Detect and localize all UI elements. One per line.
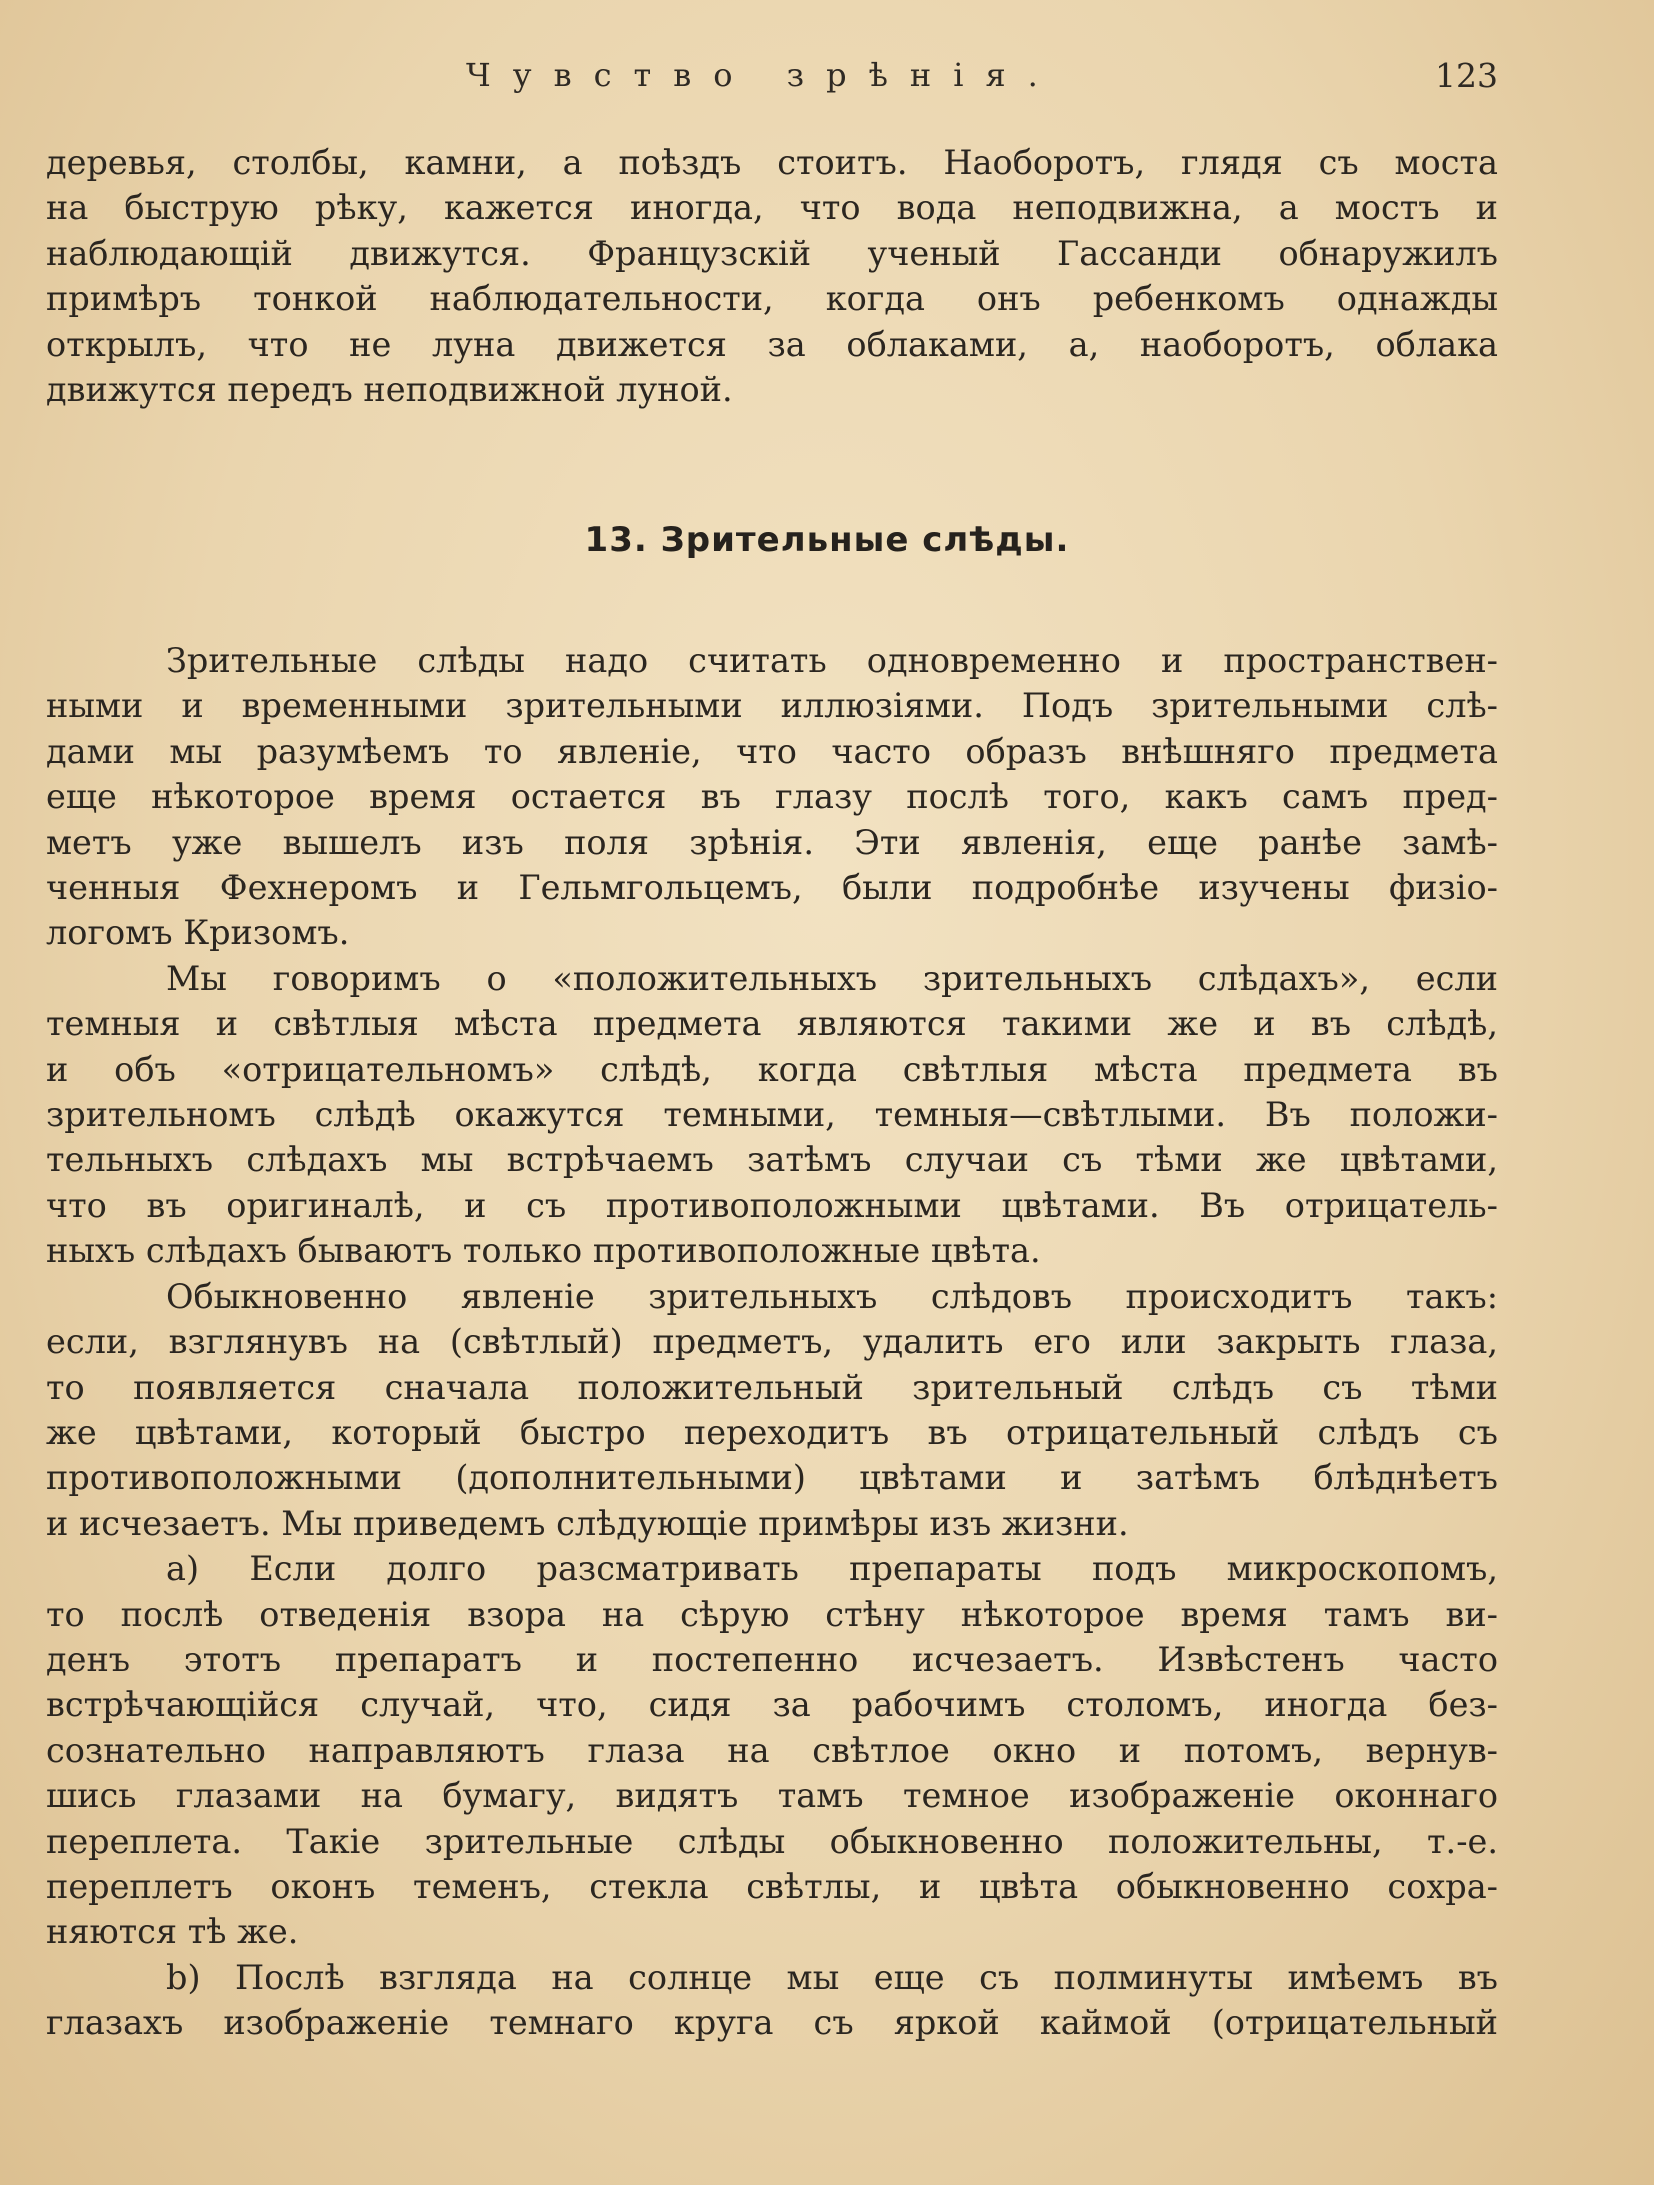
text-line: наблюдающій движутся. Французскій ученый Гассанди обнаружилъ (46, 233, 1498, 273)
text-line: движутся передъ неподвижной луной. (46, 370, 733, 410)
text-line: ныхъ слѣдахъ бываютъ только противоположные цвѣта. (46, 1231, 1041, 1271)
text-line: открылъ, что не луна движется за облаками, а, наоборотъ, облака (46, 324, 1498, 364)
text-line: дами мы разумѣемъ то явленіе, что часто образъ внѣшняго предмета (46, 731, 1498, 771)
section-heading: 13. Зрительные слѣды. (584, 520, 1070, 560)
text-line: встрѣчающійся случай, что, сидя за рабочимъ столомъ, иногда без- (46, 1685, 1498, 1725)
text-line: еще нѣкоторое время остается въ глазу послѣ того, какъ самъ пред- (46, 777, 1498, 817)
text-line: метъ уже вышелъ изъ поля зрѣнія. Эти явленія, еще ранѣе замѣ- (46, 822, 1498, 862)
text-line: Зрительные слѣды надо считать одновременно и пространствен- (166, 641, 1498, 680)
text-line: сознательно направляютъ глаза на свѣтлое окно и потомъ, вернув- (46, 1730, 1498, 1770)
page-number: 123 (1435, 56, 1498, 95)
text-line: противоположными (дополнительными) цвѣтами и затѣмъ блѣднѣетъ (46, 1458, 1498, 1498)
text-line: ными и временными зрительными иллюзіями. Подъ зрительными слѣ- (46, 686, 1498, 726)
running-head (46, 56, 1498, 106)
text-line: если, взглянувъ на (свѣтлый) предметъ, удалить его или закрыть глаза, (46, 1322, 1498, 1362)
text-line: на быструю рѣку, кажется иногда, что вода неподвижна, а мостъ и (46, 188, 1498, 228)
text-line: примѣръ тонкой наблюдательности, когда онъ ребенкомъ однажды (46, 279, 1498, 319)
text-line: переплета. Такіе зрительные слѣды обыкновенно положительны, т.-е. (46, 1821, 1498, 1861)
running-title: Чувство зрѣнія. (466, 56, 1060, 94)
text-line: переплетъ оконъ теменъ, стекла свѣтлы, и цвѣта обыкновенно сохра- (46, 1866, 1498, 1906)
text-line: Мы говоримъ о «положительныхъ зрительныхъ слѣдахъ», если (166, 958, 1498, 998)
text-line: то появляется сначала положительный зрительный слѣдъ съ тѣми (46, 1367, 1498, 1407)
text-line: Обыкновенно явленіе зрительныхъ слѣдовъ происходитъ такъ: (166, 1276, 1498, 1316)
text-line: же цвѣтами, который быстро переходитъ въ отрицательный слѣдъ съ (46, 1412, 1498, 1452)
text-line: глазахъ изображеніе темнаго круга съ яркой каймой (отрицательный (46, 2003, 1498, 2043)
text-line: шись глазами на бумагу, видятъ тамъ темное изображеніе оконнаго (46, 1776, 1498, 1816)
text-line: ченныя Фехнеромъ и Гельмгольцемъ, были подробнѣе изучены физіо- (46, 868, 1498, 908)
section-body (46, 638, 1498, 2046)
text-line: и исчезаетъ. Мы приведемъ слѣдующіе примѣры изъ жизни. (46, 1503, 1129, 1543)
text-line: темныя и свѣтлыя мѣста предмета являются такими же и въ слѣдѣ, (46, 1004, 1498, 1044)
text-line: и объ «отрицательномъ» слѣдѣ, когда свѣтлыя мѣста предмета въ (46, 1049, 1498, 1089)
text-line: b) Послѣ взгляда на солнце мы еще съ полминуты имѣемъ въ (166, 1957, 1498, 1997)
text-line: что въ оригиналѣ, и съ противоположными цвѣтами. Въ отрицатель- (46, 1185, 1498, 1225)
text-line: то послѣ отведенія взора на сѣрую стѣну нѣкоторое время тамъ ви- (46, 1594, 1498, 1634)
text-line: зрительномъ слѣдѣ окажутся темными, темныя—свѣтлыми. Въ положи- (46, 1095, 1498, 1135)
text-line: тельныхъ слѣдахъ мы встрѣчаемъ затѣмъ случаи съ тѣми же цвѣтами, (46, 1140, 1498, 1180)
text-line: деревья, столбы, камни, а поѣздъ стоитъ. Наоборотъ, глядя съ моста (46, 143, 1498, 182)
text-line: логомъ Кризомъ. (46, 913, 350, 953)
text-line: денъ этотъ препаратъ и постепенно исчезаетъ. Извѣстенъ часто (46, 1639, 1498, 1679)
text-line: няются тѣ же. (46, 1912, 299, 1952)
text-line: a) Если долго разсматривать препараты подъ микроскопомъ, (166, 1549, 1498, 1589)
continued-paragraph (46, 140, 1498, 412)
